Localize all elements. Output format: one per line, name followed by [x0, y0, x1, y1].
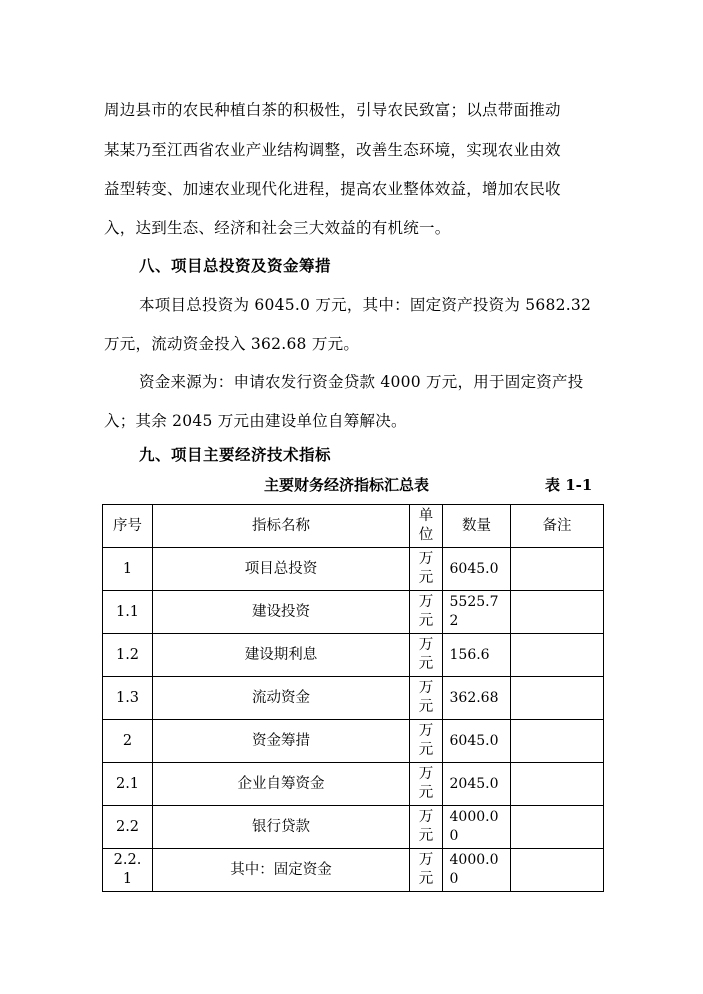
- qty-text: 156.6: [449, 646, 490, 663]
- cell-seq: [103, 591, 153, 634]
- section-9-heading: 九、项目主要经济技术指标: [139, 446, 332, 464]
- cell-note: [511, 591, 604, 634]
- unit-text: 万元: [418, 680, 434, 715]
- unit-text: 万元: [418, 766, 434, 801]
- table-header-row: [103, 505, 604, 548]
- seq-text: 2.2.1: [113, 852, 142, 887]
- paragraph-line: 万元，流动资金投入 362.68 万元。: [104, 335, 360, 353]
- seq-text: 1: [122, 560, 133, 577]
- cell-note: [511, 677, 604, 720]
- table-row: [103, 677, 604, 720]
- qty-text: 4000.00: [449, 809, 499, 844]
- cell-note: [511, 763, 604, 806]
- paragraph-line: 周边县市的农民种植白茶的积极性，引导农民致富；以点带面推动: [104, 101, 561, 119]
- seq-text: 1.1: [115, 603, 140, 620]
- qty-text: 6045.0: [449, 732, 499, 749]
- cell-name: 流动资金: [153, 677, 410, 720]
- cell-name: 建设期利息: [153, 634, 410, 677]
- cell-qty: [443, 677, 511, 720]
- cell-note: [511, 548, 604, 591]
- qty-text: 2045.0: [449, 775, 499, 792]
- cell-seq: [103, 634, 153, 677]
- financial-indicators-table: [102, 504, 604, 892]
- paragraph-line: 某某乃至江西省农业产业结构调整，改善生态环境，实现农业由效: [104, 141, 561, 159]
- cell-qty: [443, 548, 511, 591]
- cell-unit: [410, 548, 443, 591]
- paragraph-line: 本项目总投资为 6045.0 万元，其中：固定资产投资为 5682.32: [139, 296, 592, 314]
- cell-unit: [410, 634, 443, 677]
- table-row: [103, 591, 604, 634]
- qty-text: 4000.00: [449, 852, 499, 887]
- table-caption: 主要财务经济指标汇总表: [264, 476, 430, 494]
- cell-name: 资金筹措: [153, 720, 410, 763]
- cell-seq: [103, 677, 153, 720]
- table-number: 表 1-1: [545, 476, 593, 494]
- cell-qty: [443, 806, 511, 849]
- header-note: 备注: [511, 505, 604, 548]
- header-unit: [410, 505, 443, 548]
- cell-name: 项目总投资: [153, 548, 410, 591]
- seq-text: 1.3: [115, 689, 140, 706]
- cell-note: [511, 849, 604, 892]
- cell-qty: [443, 591, 511, 634]
- cell-unit: [410, 591, 443, 634]
- cell-qty: [443, 763, 511, 806]
- cell-qty: [443, 720, 511, 763]
- seq-text: 2.1: [115, 775, 140, 792]
- cell-seq: [103, 763, 153, 806]
- cell-name: 建设投资: [153, 591, 410, 634]
- cell-unit: [410, 720, 443, 763]
- qty-text: 6045.0: [449, 560, 499, 577]
- paragraph-line: 资金来源为：申请农发行资金贷款 4000 万元，用于固定资产投: [139, 373, 584, 391]
- cell-unit: [410, 849, 443, 892]
- header-name: 指标名称: [153, 505, 410, 548]
- cell-note: [511, 806, 604, 849]
- paragraph-line: 入；其余 2045 万元由建设单位自筹解决。: [104, 412, 407, 430]
- cell-seq: [103, 806, 153, 849]
- section-8-heading: 八、项目总投资及资金筹措: [139, 257, 332, 275]
- header-unit-text: 单位: [418, 508, 434, 543]
- cell-qty: [443, 634, 511, 677]
- table-row: [103, 849, 604, 892]
- cell-unit: [410, 806, 443, 849]
- cell-unit: [410, 677, 443, 720]
- unit-text: 万元: [418, 723, 434, 758]
- unit-text: 万元: [418, 809, 434, 844]
- paragraph-line: 入，达到生态、经济和社会三大效益的有机统一。: [104, 219, 451, 237]
- unit-text: 万元: [418, 551, 434, 586]
- cell-seq: [103, 849, 153, 892]
- cell-seq: [103, 548, 153, 591]
- unit-text: 万元: [418, 594, 434, 629]
- qty-text: 362.68: [449, 689, 499, 706]
- table-row: [103, 634, 604, 677]
- cell-qty: [443, 849, 511, 892]
- unit-text: 万元: [418, 637, 434, 672]
- cell-seq: [103, 720, 153, 763]
- seq-text: 1.2: [115, 646, 140, 663]
- seq-text: 2.2: [115, 818, 140, 835]
- cell-note: [511, 634, 604, 677]
- seq-text: 2: [122, 732, 133, 749]
- table-row: [103, 548, 604, 591]
- table-row: [103, 806, 604, 849]
- cell-unit: [410, 763, 443, 806]
- qty-text: 5525.72: [449, 594, 499, 629]
- table-row: [103, 720, 604, 763]
- cell-name: 其中：固定资金: [153, 849, 410, 892]
- cell-name: 企业自筹资金: [153, 763, 410, 806]
- cell-note: [511, 720, 604, 763]
- header-seq: 序号: [103, 505, 153, 548]
- header-qty: 数量: [443, 505, 511, 548]
- paragraph-line: 益型转变、加速农业现代化进程，提高农业整体效益，增加农民收: [104, 180, 561, 198]
- cell-name: 银行贷款: [153, 806, 410, 849]
- table-row: [103, 763, 604, 806]
- unit-text: 万元: [418, 852, 434, 887]
